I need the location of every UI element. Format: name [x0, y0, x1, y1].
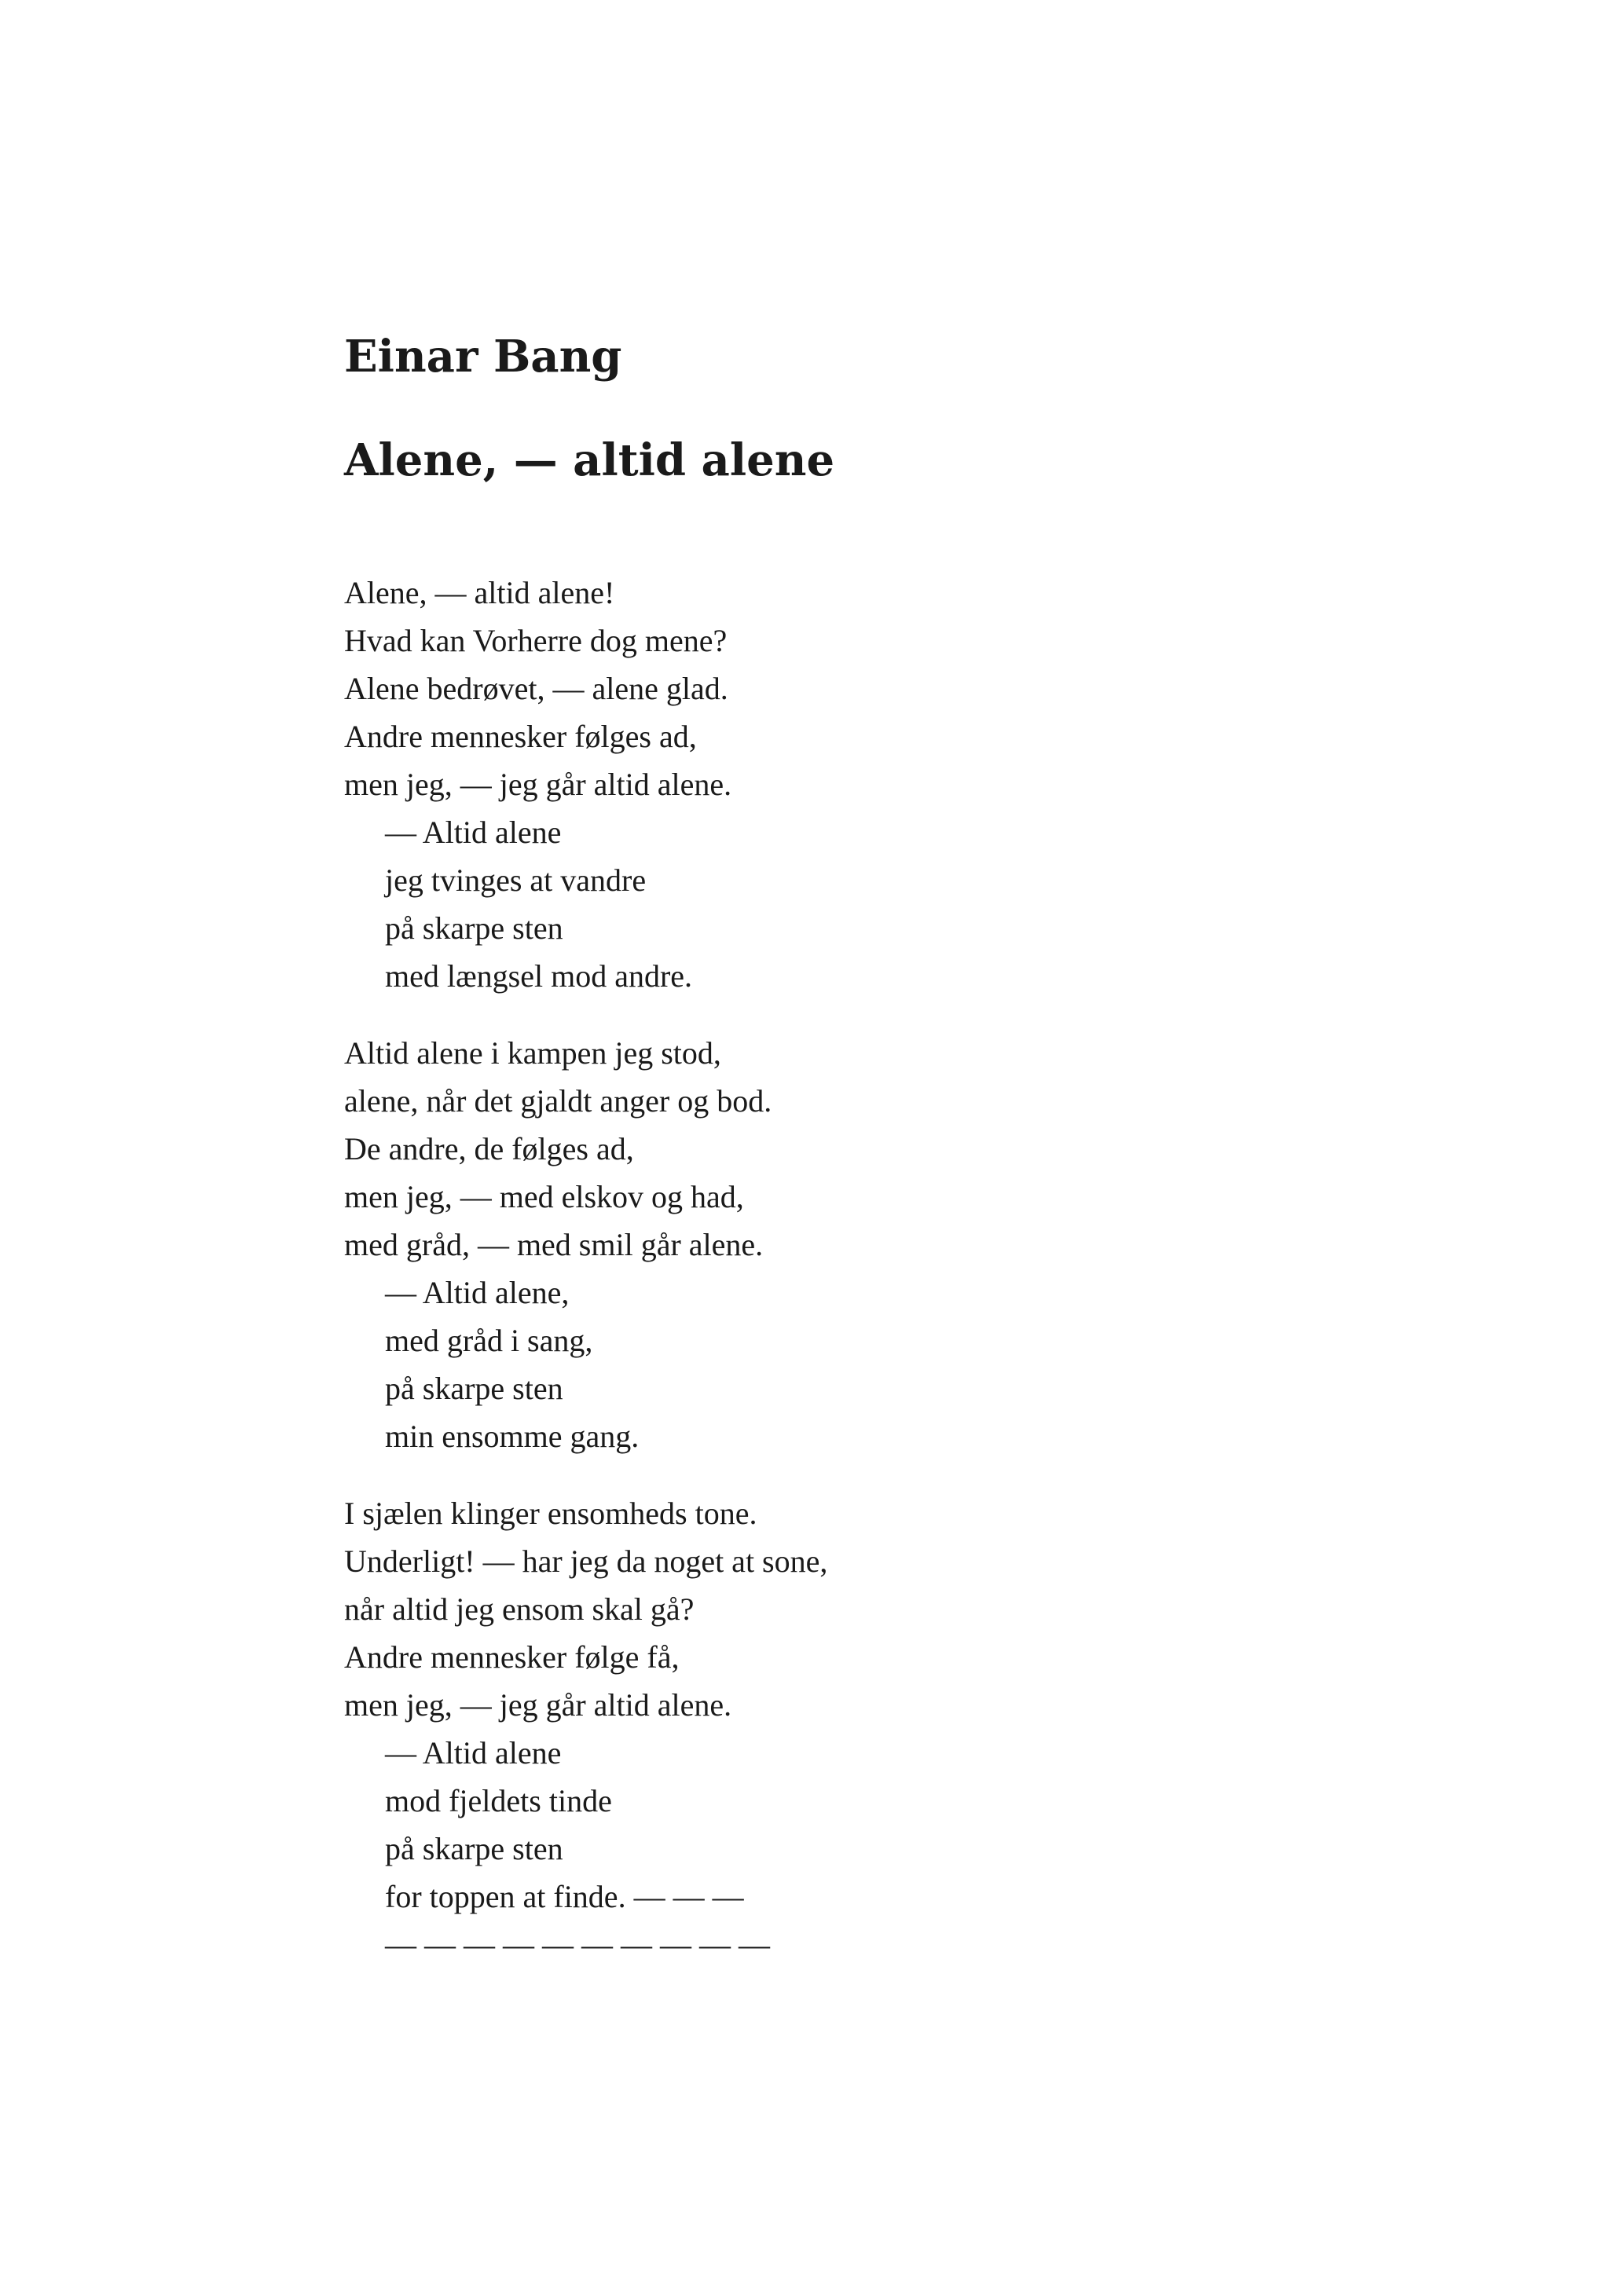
poem-line: men jeg, — jeg går altid alene. [344, 1687, 732, 1723]
poem-line: — Altid alene [385, 815, 562, 850]
poem-line: min ensomme gang. [385, 1419, 640, 1454]
poem-line: med gråd i sang, [385, 1323, 593, 1358]
poem-line: på skarpe sten [385, 1371, 563, 1406]
poem-body [344, 569, 1366, 1998]
stanza [344, 569, 1366, 1000]
poem-line: Alene, — altid alene! [344, 575, 615, 610]
poem-line: Altid alene i kampen jeg stod, [344, 1035, 721, 1071]
stanza [344, 1029, 1366, 1460]
poem-line: men jeg, — med elskov og had, [344, 1179, 744, 1214]
poem-line: med længsel mod andre. [385, 958, 693, 994]
poem-line: med gråd, — med smil går alene. [344, 1227, 764, 1262]
poem-line: for toppen at finde. — — — [385, 1879, 744, 1914]
poem-line: Underligt! — har jeg da noget at sone, [344, 1543, 828, 1579]
stanza [344, 1489, 1366, 1968]
poem-line: Hvad kan Vorherre dog mene? [344, 623, 728, 658]
poem-line: jeg tvinges at vandre [385, 862, 647, 898]
poem-line: Alene bedrøvet, — alene glad. [344, 671, 728, 706]
poem-line: — Altid alene [385, 1735, 562, 1771]
poem-line: alene, når det gjaldt anger og bod. [344, 1083, 772, 1119]
poem-line: når altid jeg ensom skal gå? [344, 1591, 695, 1627]
poem-line: men jeg, — jeg går altid alene. [344, 767, 732, 802]
poem-line: — Altid alene, [385, 1275, 570, 1310]
poem-line: Andre mennesker følges ad, [344, 719, 697, 754]
poem-line: mod fjeldets tinde [385, 1783, 612, 1818]
poem-line: — — — — — — — — — — [385, 1927, 770, 1962]
poem-line: på skarpe sten [385, 1831, 563, 1866]
poem-title: Alene, — altid alene [344, 434, 835, 486]
author-heading: Einar Bang [344, 331, 622, 383]
poem-line: De andre, de følges ad, [344, 1131, 634, 1166]
poem-line: Andre mennesker følge få, [344, 1639, 680, 1675]
poem-line: I sjælen klinger ensomheds tone. [344, 1496, 757, 1531]
poem-line: på skarpe sten [385, 910, 563, 946]
